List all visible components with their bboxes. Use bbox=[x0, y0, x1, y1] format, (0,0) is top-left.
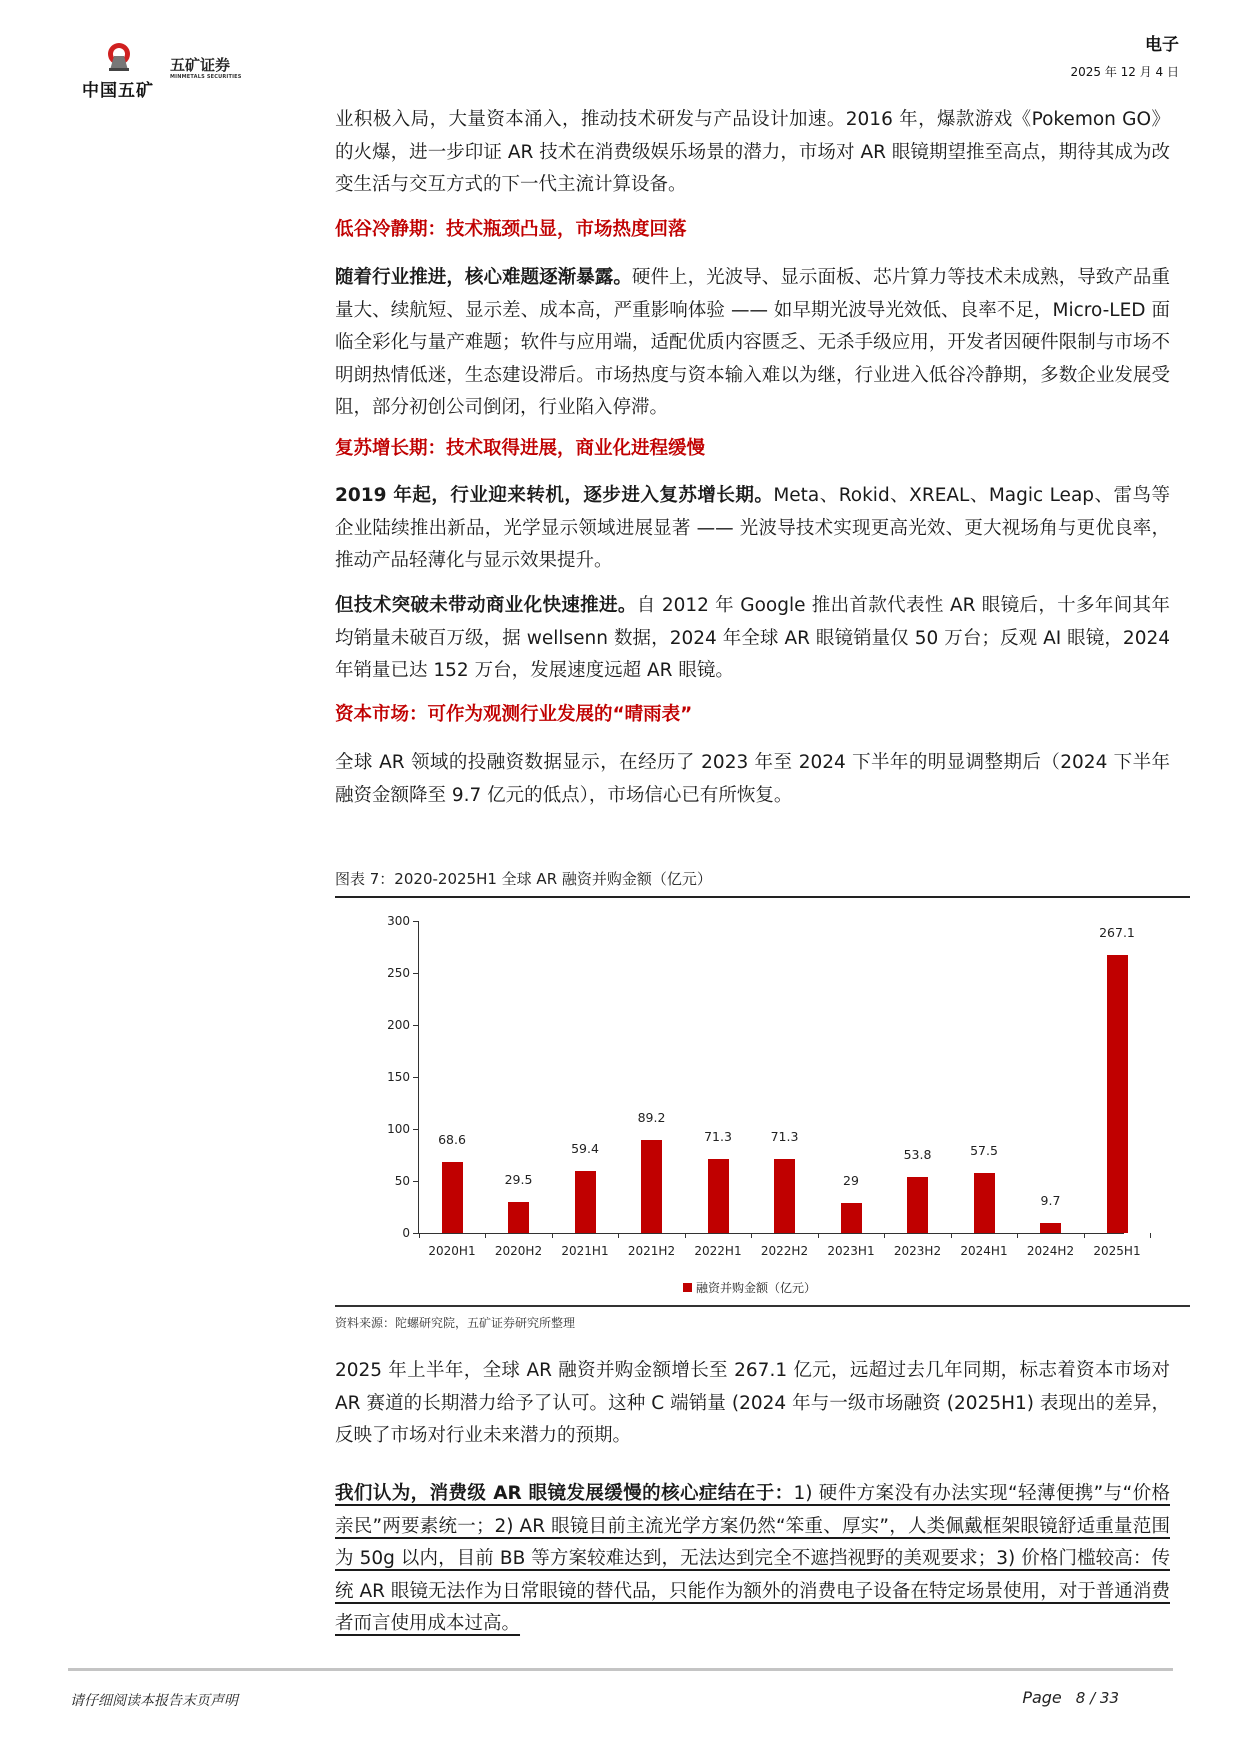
x-tick bbox=[685, 1233, 686, 1238]
legend-swatch-icon bbox=[683, 1283, 692, 1292]
paragraph-conclusion bbox=[335, 1478, 1170, 1641]
x-tick-label: 2020H2 bbox=[494, 1244, 543, 1258]
section-heading-recovery: 复苏增长期：技术取得进展，商业化进程缓慢 bbox=[335, 438, 706, 459]
paragraph-conclusion-lead: 我们认为，消费级 AR 眼镜发展缓慢的核心症结在于： bbox=[335, 1483, 794, 1504]
bar-2020H1 bbox=[442, 1162, 463, 1233]
y-tick-label: 50 bbox=[394, 1174, 410, 1188]
x-tick bbox=[618, 1233, 619, 1238]
bar-chart-ar-financing bbox=[335, 900, 1190, 1300]
bar-value-label: 53.8 bbox=[903, 1147, 932, 1163]
paragraph-trough bbox=[335, 262, 1170, 425]
paragraph-commercialization-lead: 但技术突破未带动商业化快速推进。 bbox=[335, 595, 637, 616]
bar-value-label: 71.3 bbox=[704, 1128, 732, 1144]
x-tick-label: 2022H1 bbox=[694, 1244, 742, 1258]
x-tick-label: 2024H1 bbox=[960, 1244, 1008, 1258]
x-tick bbox=[1084, 1233, 1085, 1238]
bar-2022H1 bbox=[708, 1159, 729, 1233]
bar-value-label: 29.5 bbox=[504, 1172, 533, 1188]
chart-legend bbox=[683, 1279, 816, 1296]
paragraph-conclusion-body: 1) 硬件方案没有办法实现“轻薄便携”与“价格亲民”两要素统一；2) AR 眼镜目前主流光学方案仍然“笨重、厚实”，人类佩戴框架眼镜舒适重量范围为 50g 以内，目前 BB 等方案较难达到，无法达到完全不遮挡视野的美观要求；3) 价格门槛较高：传统 AR 眼镜无法作为日常眼镜的替代品，只能作为额外的消费电子设备在特定场景使用，对于普通消费者而言使用成本过高。 bbox=[335, 1483, 1170, 1634]
page-number: 8 / 33 bbox=[1075, 1689, 1119, 1707]
y-tick bbox=[413, 1025, 418, 1026]
legend-label: 融资并购金额（亿元） bbox=[696, 1281, 817, 1295]
y-tick-label: 150 bbox=[387, 1070, 410, 1084]
bar-2021H1 bbox=[575, 1171, 596, 1233]
section-head-block-1 bbox=[335, 217, 1170, 243]
page-indicator bbox=[1022, 1688, 1119, 1707]
figure-bottom-rule bbox=[335, 1305, 1190, 1307]
x-tick bbox=[951, 1233, 952, 1238]
y-tick bbox=[413, 1129, 418, 1130]
bar-2024H2 bbox=[1040, 1223, 1061, 1233]
paragraph-commercialization bbox=[335, 590, 1170, 688]
bar-value-label: 57.5 bbox=[970, 1143, 998, 1159]
x-tick bbox=[1017, 1233, 1018, 1238]
bar-value-label: 267.1 bbox=[1099, 925, 1135, 941]
brand-name-cn: 五矿证券 bbox=[170, 56, 231, 74]
x-tick-label: 2024H2 bbox=[1026, 1244, 1075, 1258]
section-heading-trough: 低谷冷静期：技术瓶颈凸显，市场热度回落 bbox=[335, 219, 687, 240]
x-tick-label: 2025H1 bbox=[1093, 1244, 1141, 1258]
paragraph-2025-financing bbox=[335, 1355, 1170, 1453]
x-tick bbox=[485, 1233, 486, 1238]
x-tick-label: 2021H1 bbox=[561, 1244, 609, 1258]
section-heading-capital-market: 资本市场：可作为观测行业发展的“晴雨表” bbox=[335, 704, 693, 725]
bar-value-label: 59.4 bbox=[571, 1141, 599, 1157]
footer-rule bbox=[68, 1668, 1173, 1671]
logo-text-cn: 中国五矿 bbox=[82, 81, 154, 101]
x-tick bbox=[1150, 1233, 1151, 1238]
x-tick-label: 2023H1 bbox=[827, 1244, 875, 1258]
bar-2024H1 bbox=[974, 1173, 995, 1233]
paragraph-trough-body: 硬件上，光波导、显示面板、芯片算力等技术未成熟，导致产品重量大、续航短、显示差、成本高，严重影响体验 —— 如早期光波导光效低、良率不足，Micro-LED 面临全彩化与量产难题；软件与应用端，适配优质内容匮乏、无杀手级应用，开发者因硬件限制与市场不明朗热情低迷，生态建设滞后。市场热度与资本输入难以为继，行业进入低谷冷静期，多数企业发展受阻，部分初创公司倒闭，行业陷入停滞。 bbox=[335, 267, 1170, 418]
y-tick bbox=[413, 1233, 418, 1234]
bar-2023H1 bbox=[841, 1203, 862, 1233]
brand-name-en: MINMETALS SECURITIES bbox=[170, 74, 242, 80]
x-tick bbox=[552, 1233, 553, 1238]
x-tick-label: 2020H1 bbox=[428, 1244, 476, 1258]
y-tick bbox=[413, 921, 418, 922]
page-word: Page bbox=[1022, 1688, 1062, 1707]
sector-label: 电子 bbox=[1145, 35, 1179, 55]
intro-paragraph-block bbox=[335, 104, 1170, 202]
x-tick bbox=[419, 1233, 420, 1238]
paragraph-recovery-body: Meta、Rokid、XREAL、Magic Leap、雷鸟等企业陆续推出新品，光学显示领域进展显著 —— 光波导技术实现更高光效、更大视场角与更优良率，推动产品轻薄化与显示效果提升。 bbox=[335, 485, 1170, 571]
bar-2022H2 bbox=[774, 1159, 795, 1233]
section-head-block-3 bbox=[335, 702, 1170, 728]
figure-title: 图表 7：2020-2025H1 全球 AR 融资并购金额（亿元） bbox=[335, 870, 712, 888]
paragraph-financing bbox=[335, 747, 1170, 812]
x-tick-label: 2022H2 bbox=[760, 1244, 809, 1258]
minmetals-emblem-icon bbox=[104, 42, 134, 72]
bar-value-label: 68.6 bbox=[438, 1131, 466, 1147]
report-header-meta bbox=[1070, 30, 1179, 80]
y-tick-label: 250 bbox=[387, 966, 410, 980]
bar-2025H1 bbox=[1107, 955, 1128, 1233]
x-tick-label: 2023H2 bbox=[893, 1244, 942, 1258]
paragraph-trough-lead: 随着行业推进，核心难题逐渐暴露。 bbox=[335, 267, 632, 288]
report-date: 2025 年 12 月 4 日 bbox=[1070, 65, 1179, 79]
paragraph-ar-boom: 业积极入局，大量资本涌入，推动技术研发与产品设计加速。2016 年，爆款游戏《Pokemon GO》的火爆，进一步印证 AR 技术在消费级娱乐场景的潜力，市场对 AR 眼镜期望推至高点，期待其成为改变生活与交互方式的下一代主流计算设备。 bbox=[335, 109, 1170, 195]
paragraph-2025-financing-text: 2025 年上半年，全球 AR 融资并购金额增长至 267.1 亿元，远超过去几年同期，标志着资本市场对 AR 赛道的长期潜力给予了认可。这种 C 端销量 (2024 年与一级市场融资 (2025H1) 表现出的差异，反映了市场对行业未来潜力的预期。 bbox=[335, 1360, 1170, 1446]
x-tick bbox=[818, 1233, 819, 1238]
paragraph-recovery bbox=[335, 480, 1170, 578]
footer-disclaimer: 请仔细阅读本报告末页声明 bbox=[70, 1693, 238, 1709]
bar-value-label: 29 bbox=[843, 1172, 859, 1188]
y-tick bbox=[413, 1077, 418, 1078]
y-tick-label: 100 bbox=[387, 1122, 410, 1136]
section-head-block-2 bbox=[335, 436, 1170, 462]
y-axis bbox=[418, 921, 419, 1234]
paragraph-financing-text: 全球 AR 领域的投融资数据显示，在经历了 2023 年至 2024 下半年的明显调整期后（2024 下半年融资金额降至 9.7 亿元的低点），市场信心已有所恢复。 bbox=[335, 752, 1170, 806]
bar-2021H2 bbox=[641, 1140, 662, 1233]
y-tick-label: 300 bbox=[387, 914, 410, 928]
paragraph-recovery-lead: 2019 年起，行业迎来转机，逐步进入复苏增长期。 bbox=[335, 485, 774, 506]
y-tick bbox=[413, 1181, 418, 1182]
x-tick bbox=[751, 1233, 752, 1238]
figure-top-rule bbox=[335, 896, 1190, 898]
bar-2020H2 bbox=[508, 1202, 529, 1233]
bar-value-label: 9.7 bbox=[1040, 1192, 1061, 1208]
y-tick-label: 200 bbox=[387, 1018, 410, 1032]
figure-source: 资料来源：陀螺研究院，五矿证券研究所整理 bbox=[335, 1316, 576, 1330]
bar-2023H2 bbox=[907, 1177, 928, 1233]
y-tick-label: 0 bbox=[402, 1226, 410, 1240]
x-tick bbox=[884, 1233, 885, 1238]
paragraph-commercialization-body: 自 2012 年 Google 推出首款代表性 AR 眼镜后，十多年间其年均销量未破百万级，据 wellsenn 数据，2024 年全球 AR 眼镜销量仅 50 万台；反观 AI 眼镜，2024 年销量已达 152 万台，发展速度远超 AR 眼镜。 bbox=[335, 595, 1170, 681]
y-tick bbox=[413, 973, 418, 974]
bar-value-label: 71.3 bbox=[770, 1128, 799, 1144]
company-logo bbox=[82, 38, 242, 101]
bar-value-label: 89.2 bbox=[637, 1110, 666, 1126]
x-tick-label: 2021H2 bbox=[627, 1244, 676, 1258]
